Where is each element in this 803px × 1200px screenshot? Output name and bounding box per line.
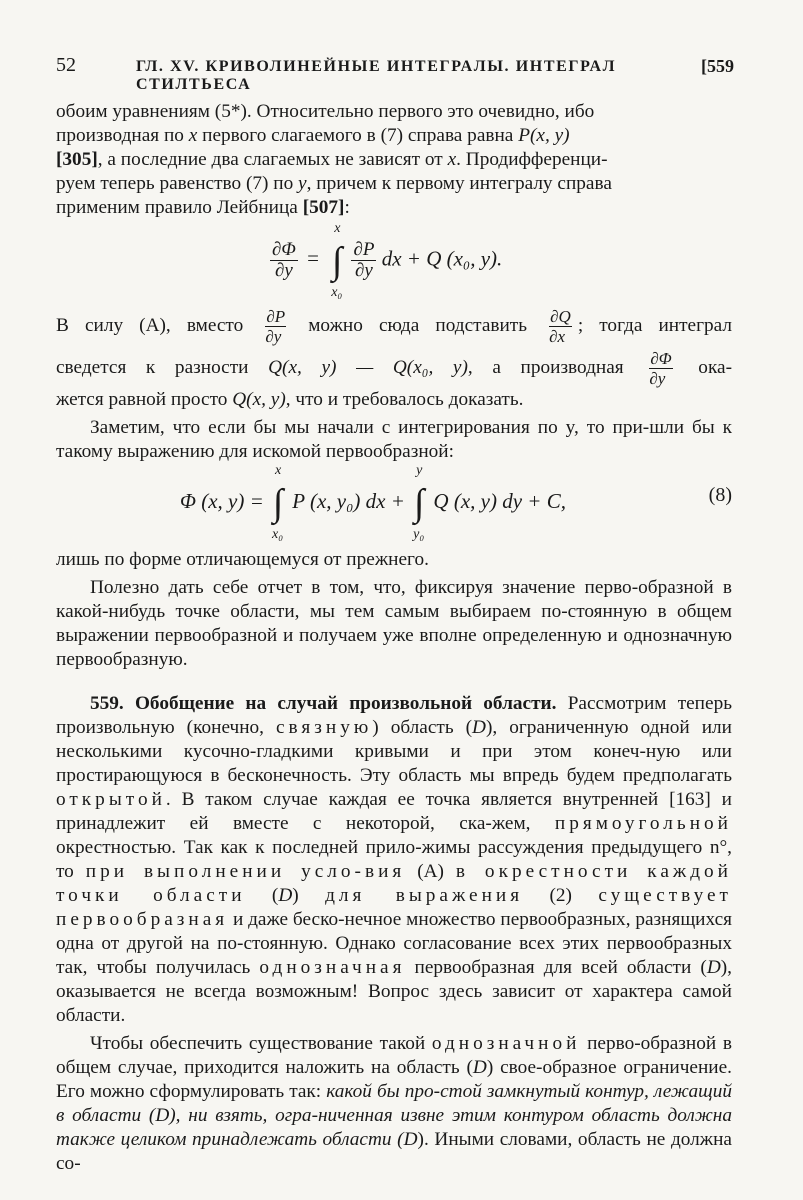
equation-8: Φ (x, y) = ∫ x x₀ P (x, y₀) dx + ∫ y y₀ Q (x, y) dy + C, (8) [180, 463, 732, 543]
equation-leibniz: $\frac{\partial\Phi}{\partial y}$ = ∫ x x₀ $\frac{\partial P}{\partial y}$ dx + Q (x₀, y). [272, 220, 503, 300]
paragraph-1 [56, 100, 732, 220]
paragraph-5: Полезно дать себе отчет в том, что, фиксируя значение перво-образной в какой-нибудь точке области, мы тем самым выбираем по-стоянную в общем выражении первообразной и получаем уже вполне определенную и однозначную первообразную. [56, 577, 732, 671]
equation-number: (8) [708, 484, 732, 507]
text-line: обоим уравнениям (5*). Относительно первого это очевидно, ибо [56, 101, 595, 122]
fraction: $\frac{\partial P}{\partial y}$ [353, 239, 375, 281]
section-559: 559. Обобщение на случай произвольной области. Рассмотрим теперь произвольную (конечно, связную) область (D), ограниченную одной или несколькими кусочно-гладкими кривыми и при этом конеч-ную или простирающуюся в бесконечность. Эту область мы впредь будем предполагать открытой. В таком случае каждая ее точка является внутренней [163] и принадлежит ей вместе с некоторой, ска-жем, прямоугольной окрестностью. Так как к последней прило-жимы рассуждения предыдущего n°, то при выполнении усло-вия (А) в окрестности каждой точки области (D) для выражения (2) существует первообразная и даже беско-нечное множество первообразных, разнящихся одна от другой на по-стоянную. Однако согласование всех этих первообразных так, чтобы получилась однозначная первообразная для всей области (D), оказывается не всегда возможным! Вопрос здесь зависит от характера самой области. [56, 693, 733, 1027]
integral-sign: ∫ x x₀ [272, 463, 284, 543]
integral-sign: ∫ x x₀ [331, 220, 343, 300]
text-line: применим правило Лейбница [507]: [56, 197, 350, 218]
section-heading: 559. Обобщение на случай произвольной области. [90, 693, 557, 715]
section-reference: [559 [701, 56, 734, 76]
running-title: ГЛ. XV. КРИВОЛИНЕЙНЫЕ ИНТЕГРАЛЫ. ИНТЕГРАЛ СТИЛТЬЕСА [136, 58, 617, 93]
running-header [56, 52, 732, 92]
text-line: производная по x первого слагаемого в (7) справа равна P(x, y) [56, 125, 570, 146]
paragraph-4: лишь по форме отличающемуся от прежнего. [56, 549, 429, 571]
paragraph-7: Чтобы обеспечить существование такой однозначной перво-образной в общем случае, приходится наложить на область (D) свое-образное ограничение. Его можно сформулировать так: какой бы про-стой замкнутый контур, лежащий в области (D), ни взять, огра-ниченная извне этим контуром область должна также целиком принадлежать области (D). Иными словами, область не должна со- [56, 1033, 733, 1175]
paragraph-3: Заметим, что если бы мы начали с интегрирования по y, то при-шли бы к такому выражению для искомой первообразной: [56, 417, 732, 463]
text-line: сведется к разности Q(x, y) — Q(x₀, y), а производная $\frac{\partial\Phi}{\partial y} ока-$ [56, 349, 732, 389]
text-line: В силу (А), вместо $\frac{\partial P}{\partial y}$ можно сюда подставить $\frac{\partial Q}{\partial x}$ ; тогда интеграл [56, 307, 732, 347]
fraction: $\frac{\partial\Phi}{\partial y}$ [272, 239, 296, 281]
text-line: [305], а последние два слагаемых не зависят от x. Продифференци- [56, 149, 608, 170]
page-number: 52 [56, 54, 76, 76]
paragraph-2 [56, 304, 732, 412]
integral-sign: ∫ y y₀ [413, 463, 425, 543]
text-line: жется равной просто Q(x, y), что и требовалось доказать. [56, 389, 524, 411]
text-line: руем теперь равенство (7) по y, причем к первому интегралу справа [56, 173, 612, 194]
page [56, 52, 732, 1176]
